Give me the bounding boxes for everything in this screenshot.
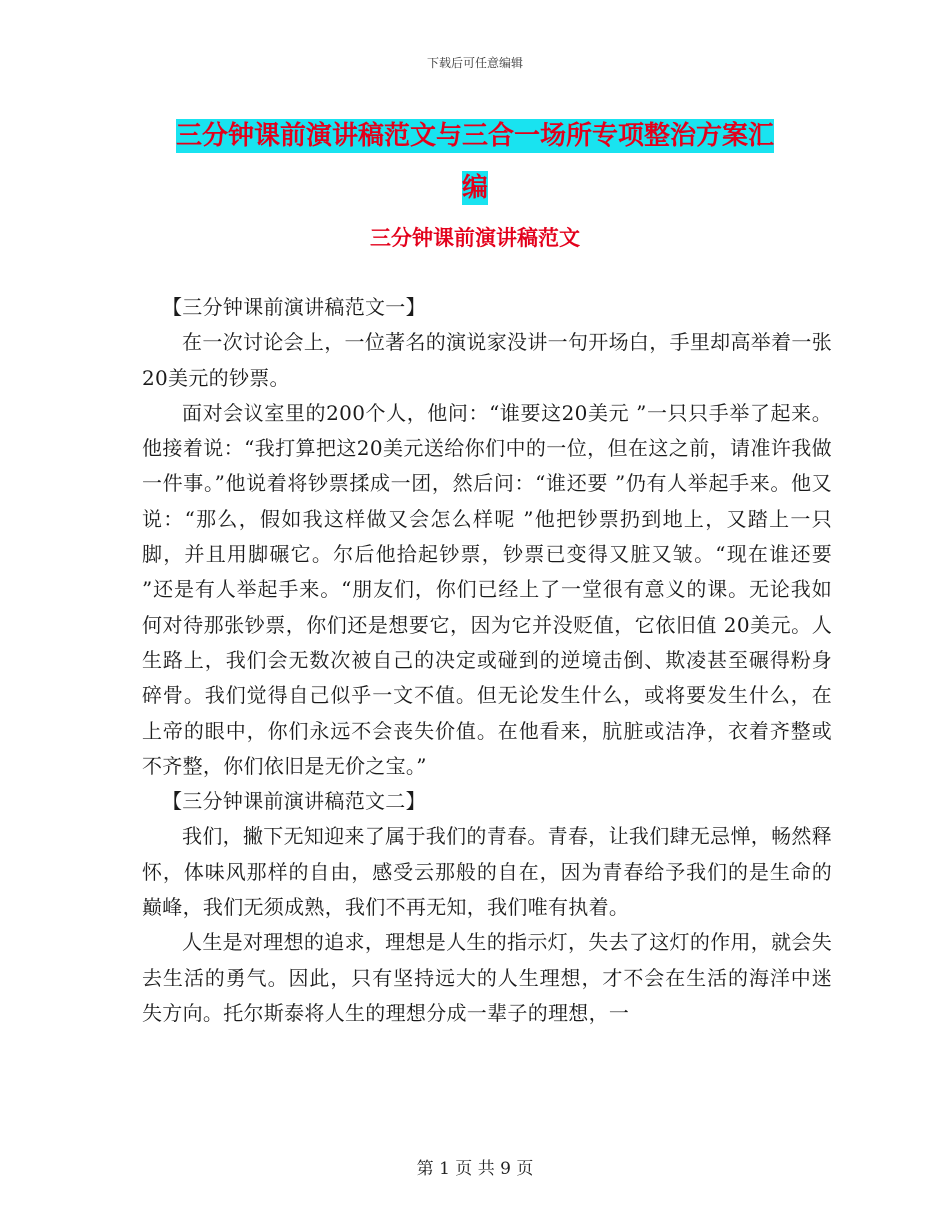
paragraph: 人生是对理想的追求，理想是人生的指示灯，失去了这灯的作用，就会失去生活的勇气。因此，只有坚持远大的人生理想，才不会在生活的海洋中迷失方向。托尔斯泰将人生的理想分成一辈子的理想，一 xyxy=(142,930,832,1025)
title-line-1: 三分钟课前演讲稿范文与三合一场所专项整治方案汇 xyxy=(175,121,774,151)
page-number-footer: 第 1 页 共 9 页 xyxy=(416,1159,534,1179)
section-title: 三分钟课前演讲稿范文 xyxy=(370,226,580,250)
title-line-2: 编 xyxy=(461,173,488,203)
body-text xyxy=(142,290,832,1031)
subheading-essay-1: 【三分钟课前演讲稿范文一】 xyxy=(162,295,426,319)
paragraph: 面对会议室里的200个人，他问：“谁要这20美元 ”一只只手举了起来。他接着说：“我打算把这20美元送给你们中的一位，但在这之前，请准许我做一件事。”他说着将钞票揉成一团，然后问：“谁还要 ”仍有人举起手来。他又说：“那么，假如我这样做又会怎么样呢 ”他把钞票扔到地上，又踏上一只脚，并且用脚碾它。尔后他拾起钞票，钞票已变得又脏又皱。“现在谁还要 ”还是有人举起手来。“朋友们，你们已经上了一堂很有意义的课。无论我如何对待那张钞票，你们还是想要它，因为它并没贬值，它依旧值 20美元。人生路上，我们会无数次被自己的决定或碰到的逆境击倒、欺凌甚至碾得粉身碎骨。我们觉得自己似乎一文不值。但无论发生什么，或将要发生什么，在上帝的眼中，你们永远不会丧失价值。在他看来，肮脏或洁净，衣着齐整或不齐整，你们依旧是无价之宝。” xyxy=(142,400,832,778)
subheading-essay-2: 【三分钟课前演讲稿范文二】 xyxy=(162,789,426,814)
paragraph: 在一次讨论会上，一位著名的演说家没讲一句开场白，手里却高举着一张20美元的钞票。 xyxy=(142,330,832,390)
header-note: 下载后可任意编辑 xyxy=(426,56,523,70)
paragraph: 我们，撇下无知迎来了属于我们的青春。青春，让我们肆无忌惮，畅然释怀，体味风那样的自由，感受云那般的自在，因为青春给予我们的是生命的巅峰，我们无须成熟，我们不再无知，我们唯有执着。 xyxy=(142,824,832,920)
document-title xyxy=(140,110,810,214)
